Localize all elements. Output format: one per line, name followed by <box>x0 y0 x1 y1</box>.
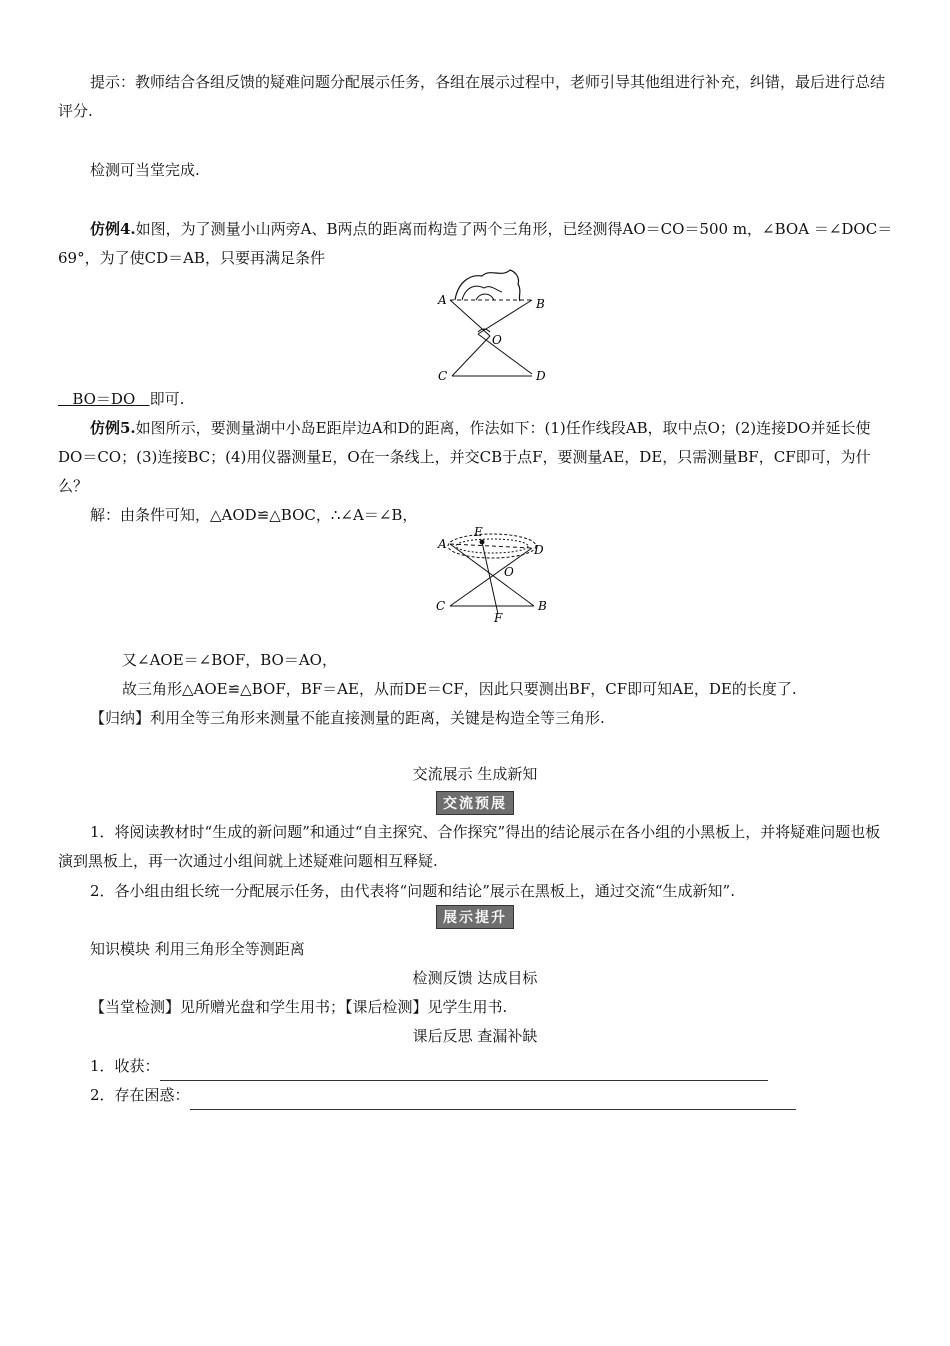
fig5-label-C: C <box>436 599 446 613</box>
item-1: 1．将阅读教材时“生成的新问题”和通过“自主探究、合作探究”得出的结论展示在各小组的小黑板上，并将疑难问题也板演到黑板上，再一次通过小组间就上述疑难问题相互释疑. <box>58 823 881 870</box>
reflect-doubt-blank[interactable] <box>190 1108 796 1110</box>
example-5-text: 如图所示，要测量湖中小岛E距岸边A和D的距离，作法如下：(1)任作线段AB，取中点O；(2)连接DO并延长使DO＝CO；(3)连接BC；(4)用仪器测量E，O在一条线上，并交CB于点F，要测量AE，DE，只需测量BF，CF即可，为什么？ <box>58 419 871 495</box>
fig5-label-B: B <box>538 599 547 613</box>
example-4-label: 仿例4. <box>90 220 136 238</box>
banner-show: 展示提升 <box>436 905 514 929</box>
summary-text: 利用全等三角形来测量不能直接测量的距离，关键是构造全等三角形. <box>150 709 605 727</box>
figure-lake-triangles <box>430 524 555 624</box>
fig4-label-O: O <box>492 333 502 347</box>
example-5-line2: 又∠AOE＝∠BOF，BO＝AO， <box>122 651 337 669</box>
fig5-label-E: E <box>474 525 483 539</box>
example-5-question <box>58 414 894 501</box>
example-4-answer: BO＝DO <box>72 390 136 408</box>
example-4-text: 如图，为了测量小山两旁A、B两点的距离而构造了两个三角形，已经测得AO＝CO＝500 m，∠BOA ＝∠DOC＝69°，为了使CD＝AB，只要再满足条件 <box>58 220 893 267</box>
fig4-label-C: C <box>438 369 448 383</box>
reflect-gain-label: 1．收获： <box>90 1057 160 1075</box>
example-4-answer-line <box>58 385 894 414</box>
figure-mountain-triangles <box>430 264 555 384</box>
banner-exchange: 交流预展 <box>436 791 514 815</box>
section-title-exchange: 交流展示 生成新知 <box>412 765 538 783</box>
item-2: 2．各小组由组长统一分配展示任务，由代表将“问题和结论”展示在黑板上，通过交流“生成新知”. <box>90 882 735 900</box>
check-note: 检测可当堂完成. <box>90 161 200 179</box>
hint-paragraph: 提示：教师结合各组反馈的疑难问题分配展示任务，各组在展示过程中，老师引导其他组进行补充，纠错，最后进行总结评分. <box>58 73 886 120</box>
banner-show-wrap <box>0 905 950 929</box>
reflect-gain <box>90 1052 768 1081</box>
banner-exchange-wrap <box>0 791 950 815</box>
knowledge-module: 知识模块 利用三角形全等测距离 <box>90 940 305 958</box>
check-line: 【当堂检测】见所赠光盘和学生用书；【课后检测】见学生用书. <box>90 998 508 1016</box>
fig5-label-F: F <box>494 611 503 624</box>
fig4-label-B: B <box>536 297 545 311</box>
fig5-label-O: O <box>504 565 514 579</box>
fig5-label-A: A <box>438 537 447 551</box>
example-4-answer-blank <box>58 390 150 408</box>
fig4-label-D: D <box>536 369 546 383</box>
section-title-reflection: 课后反思 查漏补缺 <box>412 1027 538 1045</box>
reflect-doubt <box>90 1081 796 1110</box>
example-5-solution: 解：由条件可知，△AOD≌△BOC，∴∠A＝∠B， <box>90 506 418 524</box>
summary-line <box>90 704 890 733</box>
fig5-label-D: D <box>534 543 544 557</box>
fig4-label-A: A <box>438 293 447 307</box>
example-5-line3: 故三角形△AOE≌△BOF，BF＝AE，从而DE＝CF，因此只要测出BF，CF即可知AE，DE的长度了. <box>122 680 797 698</box>
reflect-doubt-label: 2．存在困惑： <box>90 1086 190 1104</box>
example-5-label: 仿例5. <box>90 419 136 437</box>
section-title-feedback: 检测反馈 达成目标 <box>412 969 538 987</box>
summary-tag: 【归纳】 <box>90 709 151 727</box>
example-4-tail: 即可. <box>149 390 185 408</box>
